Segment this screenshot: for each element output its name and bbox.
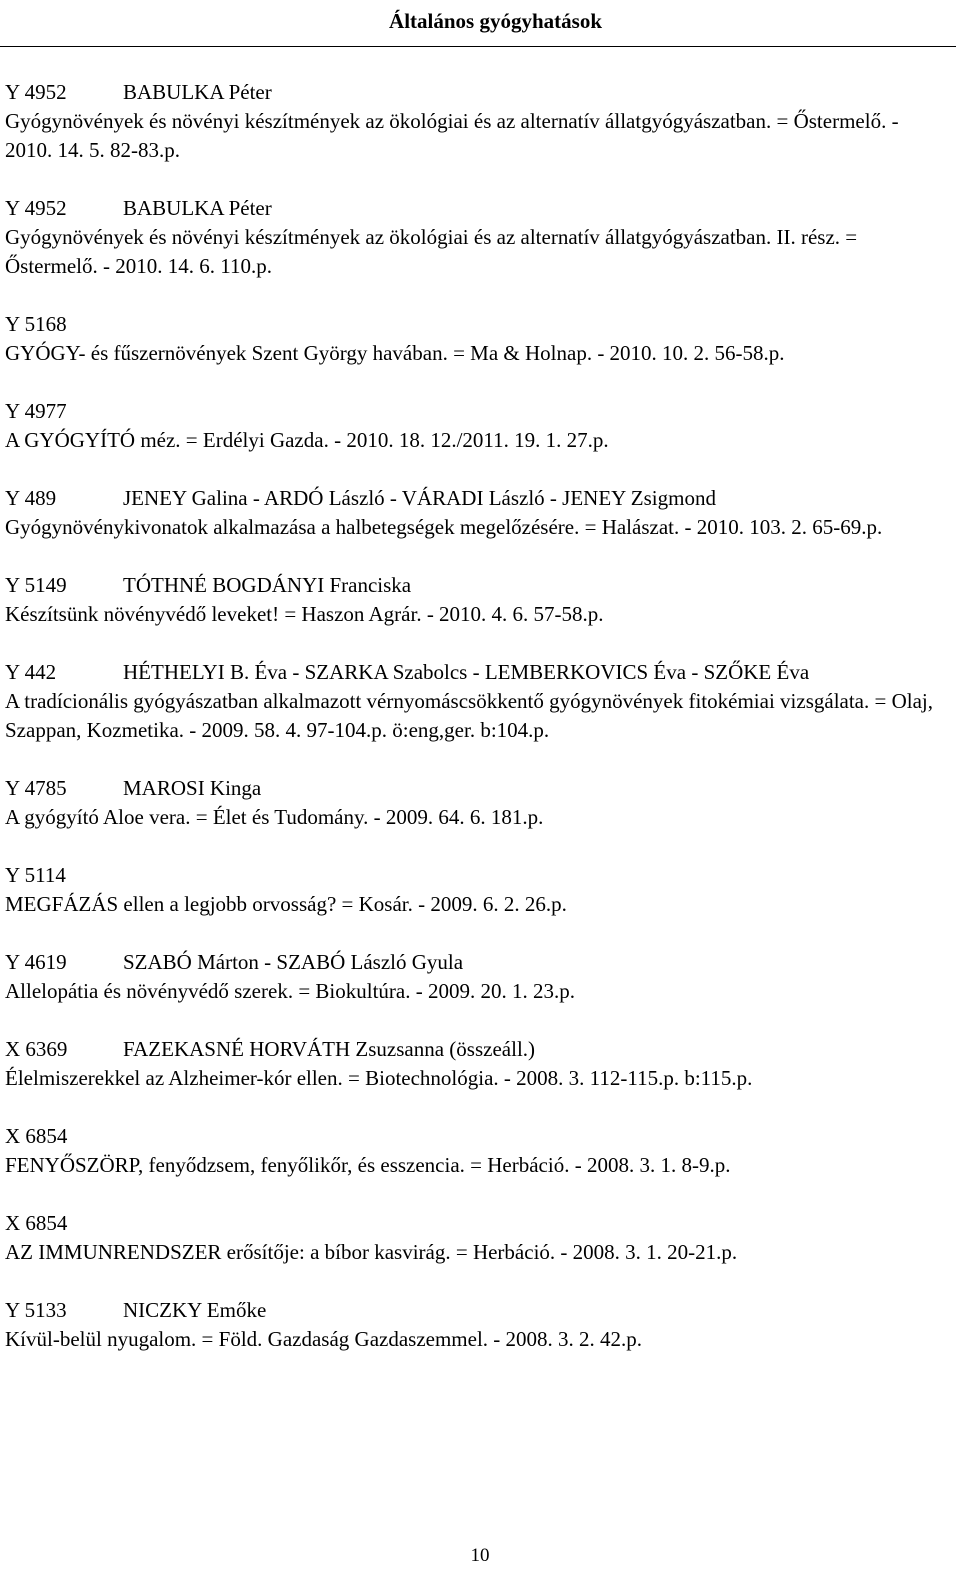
entry-code: Y 5114 <box>5 863 66 887</box>
entry-authors: SZABÓ Márton - SZABÓ László Gyula <box>123 950 464 974</box>
entry-code: X 6854 <box>5 1211 68 1235</box>
bibliography-entry <box>5 861 950 919</box>
entry-head <box>5 78 950 107</box>
entry-head <box>5 571 950 600</box>
entry-text: AZ IMMUNRENDSZER erősítője: a bíbor kasvirág. = Herbáció. - 2008. 3. 1. 20-21.p. <box>5 1240 738 1264</box>
bibliography-entry <box>5 571 950 629</box>
bibliography-entry <box>5 310 950 368</box>
bibliography-entry <box>5 194 950 281</box>
entry-text: MEGFÁZÁS ellen a legjobb orvosság? = Kosár. - 2009. 6. 2. 26.p. <box>5 892 567 916</box>
entry-text: FENYŐSZÖRP, fenyődzsem, fenyőlikőr, és esszencia. = Herbáció. - 2008. 3. 1. 8-9.p. <box>5 1153 731 1177</box>
entry-code: X 6854 <box>5 1124 68 1148</box>
entry-head <box>5 1035 950 1064</box>
entry-text: Gyógynövények és növényi készítmények az ökológiai és az alternatív állatgyógyászatban. = Őstermelő. - 2010. 14. 5. 82-83.p. <box>5 109 899 162</box>
entry-authors: FAZEKASNÉ HORVÁTH Zsuzsanna (összeáll.) <box>123 1037 536 1061</box>
entry-authors: MAROSI Kinga <box>123 776 262 800</box>
entry-head <box>5 658 950 687</box>
entry-head <box>5 948 950 977</box>
entry-authors: BABULKA Péter <box>123 80 272 104</box>
entry-authors: JENEY Galina - ARDÓ László - VÁRADI László - JENEY Zsigmond <box>123 486 716 510</box>
entry-code: Y 4977 <box>5 399 67 423</box>
entry-authors: BABULKA Péter <box>123 196 272 220</box>
bibliography-entry <box>5 1035 950 1093</box>
entry-code: Y 5133 <box>5 1298 67 1322</box>
entry-text: Kívül-belül nyugalom. = Föld. Gazdaság Gazdaszemmel. - 2008. 3. 2. 42.p. <box>5 1327 643 1351</box>
entry-head <box>5 774 950 803</box>
entry-head <box>5 1296 950 1325</box>
entry-head <box>5 1122 950 1151</box>
bibliography-entry <box>5 397 950 455</box>
entry-head <box>5 484 950 513</box>
bibliography-entry <box>5 658 950 745</box>
bibliography-entry <box>5 1209 950 1267</box>
bibliography-entry <box>5 1122 950 1180</box>
entry-code: Y 4952 <box>5 196 67 220</box>
bibliography-list <box>5 78 950 1383</box>
entry-text: Készítsünk növényvédő leveket! = Haszon Agrár. - 2010. 4. 6. 57-58.p. <box>5 602 604 626</box>
section-title: Általános gyógyhatások <box>389 9 602 33</box>
entry-text: Élelmiszerekkel az Alzheimer-kór ellen. = Biotechnológia. - 2008. 3. 112-115.p. b:115.p. <box>5 1066 753 1090</box>
entry-text: A tradícionális gyógyászatban alkalmazott vérnyomáscsökkentő gyógynövények fitokémiai vizsgálata. = Olaj, Szappan, Kozmetika. - 2009. 58. 4. 97-104.p. ö:eng,ger. b:104.p. <box>5 689 933 742</box>
entry-code: Y 5149 <box>5 573 67 597</box>
entry-head <box>5 1209 950 1238</box>
entry-head <box>5 861 950 890</box>
entry-code: X 6369 <box>5 1037 68 1061</box>
entry-text: GYÓGY- és fűszernövények Szent György havában. = Ma & Holnap. - 2010. 10. 2. 56-58.p. <box>5 341 785 365</box>
entry-text: A gyógyító Aloe vera. = Élet és Tudomány. - 2009. 64. 6. 181.p. <box>5 805 544 829</box>
entry-text: Gyógynövénykivonatok alkalmazása a halbetegségek megelőzésére. = Halászat. - 2010. 103. 2. 65-69.p. <box>5 515 883 539</box>
entry-text: Allelopátia és növényvédő szerek. = Biokultúra. - 2009. 20. 1. 23.p. <box>5 979 575 1003</box>
bibliography-entry <box>5 484 950 542</box>
entry-authors: TÓTHNÉ BOGDÁNYI Franciska <box>123 573 412 597</box>
page-header <box>0 0 956 47</box>
entry-text: Gyógynövények és növényi készítmények az ökológiai és az alternatív állatgyógyászatban. II. rész. = Őstermelő. - 2010. 14. 6. 110.p. <box>5 225 858 278</box>
entry-text: A GYÓGYÍTÓ méz. = Erdélyi Gazda. - 2010. 18. 12./2011. 19. 1. 27.p. <box>5 428 609 452</box>
entry-code: Y 5168 <box>5 312 67 336</box>
entry-authors: HÉTHELYI B. Éva - SZARKA Szabolcs - LEMBERKOVICS Éva - SZŐKE Éva <box>123 660 810 684</box>
bibliography-entry <box>5 1296 950 1354</box>
bibliography-entry <box>5 774 950 832</box>
entry-code: Y 4619 <box>5 950 67 974</box>
entry-head <box>5 397 950 426</box>
entry-code: Y 4785 <box>5 776 67 800</box>
entry-head <box>5 310 950 339</box>
bibliography-entry <box>5 948 950 1006</box>
entry-code: Y 442 <box>5 660 57 684</box>
entry-head <box>5 194 950 223</box>
page-number: 10 <box>470 1545 490 1566</box>
entry-code: Y 4952 <box>5 80 67 104</box>
bibliography-entry <box>5 78 950 165</box>
entry-authors: NICZKY Emőke <box>123 1298 267 1322</box>
entry-code: Y 489 <box>5 486 57 510</box>
